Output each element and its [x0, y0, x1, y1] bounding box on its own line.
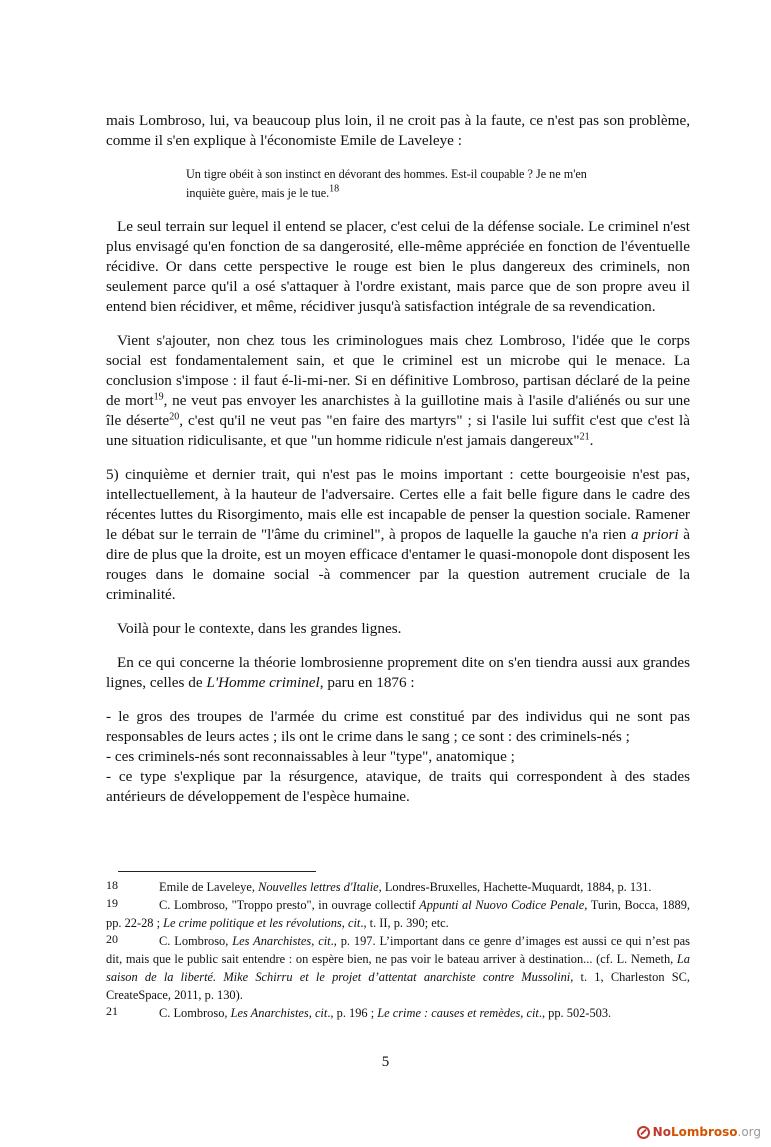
- footnote-text: [106, 932, 690, 1004]
- paragraph-2: Le seul terrain sur lequel il entend se placer, c'est celui de la défense sociale. Le criminel n'est plus envisagé qu'en fonction de sa dangerosité, elle-même appréciée en fonction de l'éventuelle récidive. Or dans cette perspective le rouge est bien le plus dangereux des criminels, non seulement parce qu'il a osé s'attaquer à l'ordre existant, mais parce que de son propre aveu il entend bien récidiver, et même, récidiver jusqu'à satisfaction intégrale de sa revendication.: [106, 218, 690, 315]
- footnote-18: [106, 878, 690, 896]
- watermark-text-org: .org: [737, 1125, 761, 1139]
- site-watermark[interactable]: [637, 1125, 761, 1139]
- watermark-text-no: No: [652, 1125, 671, 1139]
- footnote-italic: Appunti al Nuovo Codice Penale: [419, 898, 585, 912]
- footnote-italic: cit: [347, 916, 361, 930]
- footnote-text: [106, 878, 690, 896]
- footnote-text-part: , Londres-Bruxelles, Hachette-Muquardt, 1884, p. 131.: [378, 880, 652, 894]
- footnote-italic: Les Anarchistes: [232, 934, 312, 948]
- footnote-number: 20: [106, 932, 118, 946]
- footnote-text-part: ., p. 197. L’important dans ce genre d’images est aussi ce qui n’est pas dit, mais que le public sait entendre : on espère bien, ne pas voir le bateau arriver à destination... (cf. L. Nemeth,: [106, 934, 690, 966]
- paragraph-3-part-c: , c'est qu'il ne veut pas "en faire des martyrs" ; si l'asile lui suffit c'est que c'est là une situation ridiculisante, et que "un homme ridicule n'est jamais dangereux": [106, 412, 691, 449]
- footnote-ref-20[interactable]: 20: [169, 411, 180, 423]
- paragraph-3-part-a: Vient s'ajouter, non chez tous les criminologues mais chez Lombroso, l'idée que le corps social est fondamentalement sain, et que le criminel est un microbe qui le menace. La conclusion s'impose : il faut é-li-mi-ner. Si en définitive Lombroso, partisan déclaré de la peine de mort: [106, 332, 690, 409]
- theory-list: [106, 707, 690, 807]
- footnote-italic: Le crime : causes et remèdes: [377, 1006, 521, 1020]
- list-item: - ce type s'explique par la résurgence, atavique, de traits qui correspondent à des stades antérieurs de développement de l'espèce humaine.: [106, 768, 690, 805]
- block-quote: [186, 165, 621, 203]
- footnote-text-part: ., pp. 502-503.: [538, 1006, 612, 1020]
- footnote-number: 21: [106, 1004, 118, 1018]
- paragraph-6: [106, 653, 690, 693]
- footnote-text-part: ,: [341, 916, 348, 930]
- paragraph-3-part-d: .: [589, 432, 594, 449]
- footnote-19: [106, 896, 690, 932]
- list-item: - ces criminels-nés sont reconnaissables à leur "type", anatomique ;: [106, 748, 515, 765]
- paragraph-4: [106, 465, 690, 605]
- footnote-text-part: ,: [308, 1006, 315, 1020]
- footnote-italic: Nouvelles lettres d'Italie: [258, 880, 379, 894]
- paragraph-5: Voilà pour le contexte, dans les grandes lignes.: [117, 620, 402, 637]
- footnote-italic: cit: [526, 1006, 539, 1020]
- footnote-ref-18[interactable]: 18: [329, 183, 340, 195]
- footnote-italic: La saison de la liberté. Mike Schirru et le projet d’attentat anarchiste contre Mussolini: [106, 952, 690, 984]
- page-number: 5: [381, 1054, 390, 1070]
- paragraph-4-part-b: à dire de plus que la droite, est un moyen efficace d'entamer le quasi-monopole dont disposent les rouges dans le domaine social -à commencer par la question autrement cruciale de la criminalité.: [106, 526, 691, 603]
- footnote-text-part: Emile de Laveleye,: [159, 880, 259, 894]
- footnote-text-part: C. Lombroso, "Troppo presto", in ouvrage collectif: [159, 898, 420, 912]
- footnote-number: 18: [106, 878, 118, 892]
- page-body: [106, 111, 690, 807]
- footnote-text-part: C. Lombroso,: [159, 934, 233, 948]
- footnotes: [106, 878, 690, 1022]
- book-title: L'Homme criminel: [206, 674, 320, 691]
- footnote-text-part: , Turin, Bocca, 1889, pp. 22-28 ;: [106, 898, 690, 930]
- footnote-text-part: ., t. II, p. 390; etc.: [360, 916, 449, 930]
- footnote-21: [106, 1004, 690, 1022]
- footnote-italic: Les Anarchistes: [230, 1006, 309, 1020]
- quote-text: Un tigre obéit à son instinct en dévorant des hommes. Est-il coupable ? Je ne m'en inquiète guère, mais je le tue.: [186, 167, 587, 200]
- paragraph-3-part-b: , ne veut pas envoyer les anarchistes à la guillotine mais à l'asile d'aliénés ou sur une île déserte: [106, 392, 690, 429]
- footnote-text-part: ., p. 196 ;: [327, 1006, 378, 1020]
- footnote-text: [106, 896, 690, 932]
- paragraph-6-part-a: En ce qui concerne la théorie lombrosienne proprement dite on s'en tiendra aussi aux grandes lignes, celles de: [106, 654, 690, 691]
- paragraph-6-part-b: , paru en 1876 :: [319, 674, 415, 691]
- footnote-text-part: , t. 1, Charleston SC, CreateSpace, 2011, p. 130).: [106, 970, 690, 1002]
- footnote-ref-21[interactable]: 21: [579, 431, 590, 443]
- list-item: - le gros des troupes de l'armée du crime est constitué par des individus qui ne sont pas responsables de leurs actes ; ils ont le crime dans le sang ; ce sont : des criminels-nés ;: [106, 708, 690, 745]
- watermark-text-lombroso: Lombroso: [670, 1125, 738, 1139]
- footnote-ref-19[interactable]: 19: [153, 391, 164, 403]
- footnote-italic: cit: [318, 934, 331, 948]
- no-sign-icon: [637, 1126, 650, 1139]
- footnote-text-part: C. Lombroso,: [159, 1006, 231, 1020]
- footnote-italic: cit: [314, 1006, 328, 1020]
- paragraph-1: mais Lombroso, lui, va beaucoup plus loin, il ne croit pas à la faute, ce n'est pas son problème, comme il s'en explique à l'économiste Emile de Laveleye :: [106, 112, 690, 149]
- footnote-italic: Le crime politique et les révolutions: [163, 916, 342, 930]
- footnote-text-part: ,: [311, 934, 319, 948]
- footnote-text-part: ,: [520, 1006, 527, 1020]
- paragraph-3: [106, 331, 690, 451]
- footnote-number: 19: [106, 896, 118, 910]
- footnote-divider: [118, 871, 316, 872]
- italic-phrase: a priori: [631, 526, 679, 543]
- footnote-text: [106, 1004, 690, 1022]
- paragraph-4-part-a: 5) cinquième et dernier trait, qui n'est pas le moins important : cette bourgeoisie n'est pas, intellectuellement, à la hauteur de l'adversaire. Certes elle a fait belle figure dans le cadre des récentes luttes du Risorgimento, mais elle est incapable de penser la question sociale. Ramener le débat sur le terrain de "l'âme du criminel", à propos de laquelle la gauche n'a rien: [106, 466, 690, 543]
- footnote-20: [106, 932, 690, 1004]
